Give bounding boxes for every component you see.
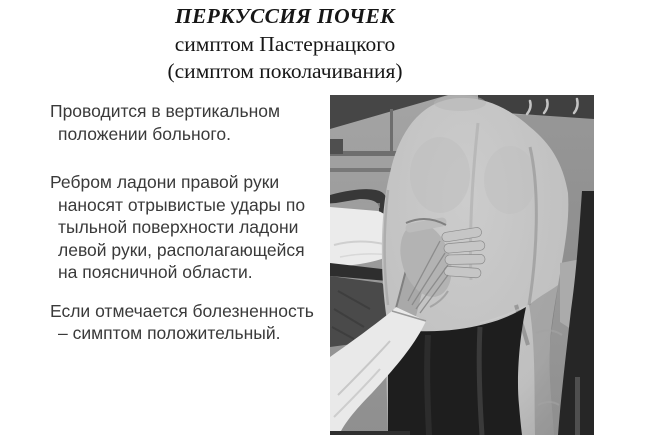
title-sub-2: (симптом поколачивания) xyxy=(167,59,403,83)
paragraph xyxy=(50,171,342,284)
text-line: левой руки, располагающейся xyxy=(58,239,305,260)
percussion-photo-graphic xyxy=(330,95,594,435)
text-line: наносят отрывистые удары по xyxy=(58,194,306,215)
body-text xyxy=(50,100,342,345)
text-line: Если отмечается болезненность xyxy=(50,300,314,321)
finger xyxy=(445,254,485,264)
slide-title xyxy=(2,3,568,86)
text-line: Ребром ладони правой руки xyxy=(50,172,280,192)
text-line: положении больного. xyxy=(58,123,231,144)
paragraph xyxy=(50,100,342,145)
text-line: тыльной поверхности ладони xyxy=(58,217,299,237)
paragraph xyxy=(50,300,342,345)
title-sub-1: симптом Пастернацкого xyxy=(174,31,396,56)
title-main: ПЕРКУССИЯ ПОЧЕК xyxy=(175,4,395,28)
percussion-photo xyxy=(330,95,594,435)
text-line: Проводится в вертикальном xyxy=(50,101,281,121)
text-line: – симптом положительный. xyxy=(58,323,281,343)
text-line: на поясничной области. xyxy=(58,262,253,282)
thumb xyxy=(410,222,442,228)
